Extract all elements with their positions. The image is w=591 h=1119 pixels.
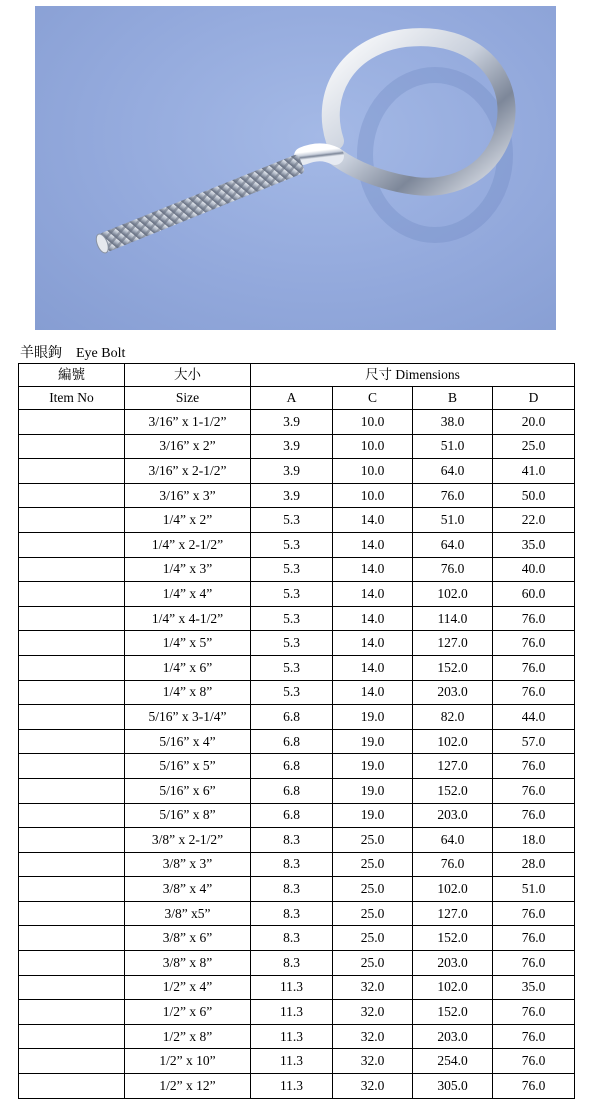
cell-b: 51.0 bbox=[413, 434, 493, 459]
header-b: B bbox=[413, 387, 493, 410]
cell-size: 1/2” x 6” bbox=[125, 1000, 251, 1025]
cell-d: 57.0 bbox=[493, 729, 575, 754]
cell-d: 20.0 bbox=[493, 410, 575, 435]
cell-b: 203.0 bbox=[413, 1024, 493, 1049]
title-cn: 羊眼鉤 bbox=[20, 346, 62, 361]
table-row bbox=[19, 532, 575, 557]
cell-item bbox=[19, 680, 125, 705]
cell-d: 76.0 bbox=[493, 1024, 575, 1049]
cell-d: 76.0 bbox=[493, 631, 575, 656]
cell-item bbox=[19, 582, 125, 607]
cell-size: 1/4” x 4” bbox=[125, 582, 251, 607]
cell-item bbox=[19, 828, 125, 853]
cell-size: 1/4” x 2” bbox=[125, 508, 251, 533]
cell-c: 14.0 bbox=[333, 680, 413, 705]
cell-a: 3.9 bbox=[251, 459, 333, 484]
cell-c: 10.0 bbox=[333, 459, 413, 484]
cell-d: 28.0 bbox=[493, 852, 575, 877]
cell-c: 19.0 bbox=[333, 729, 413, 754]
cell-item bbox=[19, 754, 125, 779]
cell-b: 152.0 bbox=[413, 1000, 493, 1025]
cell-size: 1/2” x 12” bbox=[125, 1074, 251, 1099]
cell-d: 76.0 bbox=[493, 926, 575, 951]
cell-a: 11.3 bbox=[251, 1049, 333, 1074]
eye-bolt-photo bbox=[35, 6, 556, 330]
cell-c: 19.0 bbox=[333, 754, 413, 779]
cell-item bbox=[19, 1049, 125, 1074]
cell-a: 5.3 bbox=[251, 508, 333, 533]
cell-d: 76.0 bbox=[493, 680, 575, 705]
cell-c: 25.0 bbox=[333, 877, 413, 902]
cell-b: 82.0 bbox=[413, 705, 493, 730]
table-row bbox=[19, 951, 575, 976]
cell-a: 3.9 bbox=[251, 483, 333, 508]
cell-b: 64.0 bbox=[413, 828, 493, 853]
cell-c: 14.0 bbox=[333, 655, 413, 680]
cell-item bbox=[19, 483, 125, 508]
cell-c: 19.0 bbox=[333, 803, 413, 828]
cell-d: 76.0 bbox=[493, 901, 575, 926]
cell-b: 38.0 bbox=[413, 410, 493, 435]
title-en: Eye Bolt bbox=[76, 346, 126, 361]
cell-size: 1/4” x 8” bbox=[125, 680, 251, 705]
dimensions-table bbox=[18, 363, 575, 1099]
cell-d: 22.0 bbox=[493, 508, 575, 533]
cell-a: 11.3 bbox=[251, 1074, 333, 1099]
cell-d: 50.0 bbox=[493, 483, 575, 508]
cell-a: 6.8 bbox=[251, 705, 333, 730]
cell-size: 5/16” x 6” bbox=[125, 778, 251, 803]
cell-item bbox=[19, 410, 125, 435]
cell-d: 76.0 bbox=[493, 655, 575, 680]
cell-d: 76.0 bbox=[493, 1049, 575, 1074]
cell-d: 41.0 bbox=[493, 459, 575, 484]
cell-c: 14.0 bbox=[333, 606, 413, 631]
cell-size: 3/16” x 2” bbox=[125, 434, 251, 459]
cell-c: 32.0 bbox=[333, 1049, 413, 1074]
cell-a: 6.8 bbox=[251, 803, 333, 828]
cell-b: 102.0 bbox=[413, 877, 493, 902]
cell-a: 6.8 bbox=[251, 778, 333, 803]
cell-item bbox=[19, 557, 125, 582]
table-row bbox=[19, 705, 575, 730]
cell-c: 14.0 bbox=[333, 532, 413, 557]
product-title bbox=[20, 342, 125, 362]
cell-size: 1/4” x 5” bbox=[125, 631, 251, 656]
table-row bbox=[19, 729, 575, 754]
cell-size: 3/8” x 2-1/2” bbox=[125, 828, 251, 853]
cell-item bbox=[19, 778, 125, 803]
cell-a: 8.3 bbox=[251, 877, 333, 902]
cell-d: 35.0 bbox=[493, 975, 575, 1000]
cell-b: 102.0 bbox=[413, 582, 493, 607]
cell-d: 76.0 bbox=[493, 778, 575, 803]
cell-c: 14.0 bbox=[333, 557, 413, 582]
cell-size: 5/16” x 5” bbox=[125, 754, 251, 779]
cell-size: 1/4” x 3” bbox=[125, 557, 251, 582]
cell-c: 14.0 bbox=[333, 631, 413, 656]
cell-item bbox=[19, 877, 125, 902]
cell-c: 25.0 bbox=[333, 926, 413, 951]
header-dimensions: 尺寸 Dimensions bbox=[251, 364, 575, 387]
cell-b: 127.0 bbox=[413, 754, 493, 779]
cell-item bbox=[19, 729, 125, 754]
cell-a: 11.3 bbox=[251, 975, 333, 1000]
header-size-en: Size bbox=[125, 387, 251, 410]
cell-size: 1/4” x 2-1/2” bbox=[125, 532, 251, 557]
cell-size: 1/2” x 10” bbox=[125, 1049, 251, 1074]
table-row bbox=[19, 459, 575, 484]
cell-item bbox=[19, 655, 125, 680]
cell-a: 11.3 bbox=[251, 1000, 333, 1025]
cell-size: 3/8” x5” bbox=[125, 901, 251, 926]
cell-size: 1/2” x 4” bbox=[125, 975, 251, 1000]
cell-a: 8.3 bbox=[251, 951, 333, 976]
cell-item bbox=[19, 1074, 125, 1099]
cell-item bbox=[19, 434, 125, 459]
cell-size: 1/4” x 4-1/2” bbox=[125, 606, 251, 631]
table-row bbox=[19, 508, 575, 533]
cell-b: 114.0 bbox=[413, 606, 493, 631]
cell-size: 3/16” x 2-1/2” bbox=[125, 459, 251, 484]
header-item-en: Item No bbox=[19, 387, 125, 410]
cell-b: 127.0 bbox=[413, 901, 493, 926]
cell-d: 18.0 bbox=[493, 828, 575, 853]
cell-d: 44.0 bbox=[493, 705, 575, 730]
cell-size: 5/16” x 8” bbox=[125, 803, 251, 828]
cell-a: 6.8 bbox=[251, 754, 333, 779]
cell-d: 76.0 bbox=[493, 606, 575, 631]
cell-b: 203.0 bbox=[413, 951, 493, 976]
cell-b: 64.0 bbox=[413, 459, 493, 484]
table-body bbox=[19, 410, 575, 1099]
table-row bbox=[19, 631, 575, 656]
cell-c: 14.0 bbox=[333, 508, 413, 533]
cell-c: 10.0 bbox=[333, 483, 413, 508]
cell-a: 5.3 bbox=[251, 606, 333, 631]
cell-a: 8.3 bbox=[251, 852, 333, 877]
cell-b: 254.0 bbox=[413, 1049, 493, 1074]
cell-a: 5.3 bbox=[251, 631, 333, 656]
header-a: A bbox=[251, 387, 333, 410]
cell-size: 5/16” x 4” bbox=[125, 729, 251, 754]
table-row bbox=[19, 1049, 575, 1074]
cell-d: 25.0 bbox=[493, 434, 575, 459]
cell-c: 32.0 bbox=[333, 1074, 413, 1099]
cell-d: 76.0 bbox=[493, 754, 575, 779]
table-row bbox=[19, 778, 575, 803]
table-row bbox=[19, 582, 575, 607]
cell-size: 3/8” x 4” bbox=[125, 877, 251, 902]
cell-size: 3/8” x 8” bbox=[125, 951, 251, 976]
table-row bbox=[19, 852, 575, 877]
cell-c: 25.0 bbox=[333, 828, 413, 853]
table-row bbox=[19, 926, 575, 951]
cell-size: 3/8” x 3” bbox=[125, 852, 251, 877]
cell-d: 76.0 bbox=[493, 951, 575, 976]
header-size-cn: 大小 bbox=[125, 364, 251, 387]
table-row bbox=[19, 1074, 575, 1099]
cell-b: 152.0 bbox=[413, 655, 493, 680]
cell-item bbox=[19, 852, 125, 877]
cell-item bbox=[19, 532, 125, 557]
cell-b: 64.0 bbox=[413, 532, 493, 557]
header-d: D bbox=[493, 387, 575, 410]
cell-c: 14.0 bbox=[333, 582, 413, 607]
cell-a: 6.8 bbox=[251, 729, 333, 754]
cell-c: 25.0 bbox=[333, 852, 413, 877]
cell-c: 10.0 bbox=[333, 410, 413, 435]
cell-d: 40.0 bbox=[493, 557, 575, 582]
cell-b: 152.0 bbox=[413, 778, 493, 803]
cell-item bbox=[19, 705, 125, 730]
table-row bbox=[19, 803, 575, 828]
cell-a: 5.3 bbox=[251, 557, 333, 582]
cell-b: 152.0 bbox=[413, 926, 493, 951]
cell-c: 32.0 bbox=[333, 1000, 413, 1025]
cell-item bbox=[19, 975, 125, 1000]
cell-d: 76.0 bbox=[493, 1000, 575, 1025]
cell-a: 8.3 bbox=[251, 828, 333, 853]
cell-item bbox=[19, 926, 125, 951]
eye-bolt-illustration bbox=[35, 6, 556, 330]
cell-a: 8.3 bbox=[251, 901, 333, 926]
cell-size: 1/4” x 6” bbox=[125, 655, 251, 680]
cell-item bbox=[19, 803, 125, 828]
cell-a: 11.3 bbox=[251, 1024, 333, 1049]
cell-size: 3/8” x 6” bbox=[125, 926, 251, 951]
cell-b: 51.0 bbox=[413, 508, 493, 533]
cell-a: 5.3 bbox=[251, 582, 333, 607]
cell-d: 51.0 bbox=[493, 877, 575, 902]
cell-c: 25.0 bbox=[333, 901, 413, 926]
cell-c: 19.0 bbox=[333, 778, 413, 803]
cell-b: 203.0 bbox=[413, 803, 493, 828]
cell-size: 3/16” x 1-1/2” bbox=[125, 410, 251, 435]
table-row bbox=[19, 410, 575, 435]
cell-item bbox=[19, 1024, 125, 1049]
cell-c: 10.0 bbox=[333, 434, 413, 459]
header-c: C bbox=[333, 387, 413, 410]
cell-a: 8.3 bbox=[251, 926, 333, 951]
cell-c: 19.0 bbox=[333, 705, 413, 730]
cell-a: 3.9 bbox=[251, 434, 333, 459]
table-row bbox=[19, 975, 575, 1000]
cell-a: 3.9 bbox=[251, 410, 333, 435]
cell-d: 76.0 bbox=[493, 1074, 575, 1099]
cell-item bbox=[19, 951, 125, 976]
table-row bbox=[19, 1024, 575, 1049]
table-row bbox=[19, 901, 575, 926]
cell-b: 76.0 bbox=[413, 852, 493, 877]
table-row bbox=[19, 483, 575, 508]
cell-item bbox=[19, 631, 125, 656]
cell-b: 76.0 bbox=[413, 483, 493, 508]
cell-d: 35.0 bbox=[493, 532, 575, 557]
table-row bbox=[19, 1000, 575, 1025]
cell-a: 5.3 bbox=[251, 655, 333, 680]
cell-b: 305.0 bbox=[413, 1074, 493, 1099]
cell-item bbox=[19, 459, 125, 484]
cell-size: 1/2” x 8” bbox=[125, 1024, 251, 1049]
table-row bbox=[19, 655, 575, 680]
cell-c: 32.0 bbox=[333, 975, 413, 1000]
cell-b: 203.0 bbox=[413, 680, 493, 705]
cell-size: 3/16” x 3” bbox=[125, 483, 251, 508]
cell-a: 5.3 bbox=[251, 532, 333, 557]
cell-item bbox=[19, 508, 125, 533]
cell-d: 60.0 bbox=[493, 582, 575, 607]
header-item-cn: 編號 bbox=[19, 364, 125, 387]
cell-b: 102.0 bbox=[413, 975, 493, 1000]
cell-a: 5.3 bbox=[251, 680, 333, 705]
cell-d: 76.0 bbox=[493, 803, 575, 828]
cell-size: 5/16” x 3-1/4” bbox=[125, 705, 251, 730]
table-row bbox=[19, 828, 575, 853]
table-row bbox=[19, 434, 575, 459]
table-row bbox=[19, 877, 575, 902]
cell-item bbox=[19, 901, 125, 926]
table-row bbox=[19, 754, 575, 779]
table-header bbox=[19, 364, 575, 410]
table-row bbox=[19, 557, 575, 582]
cell-b: 127.0 bbox=[413, 631, 493, 656]
table-row bbox=[19, 606, 575, 631]
cell-b: 102.0 bbox=[413, 729, 493, 754]
cell-b: 76.0 bbox=[413, 557, 493, 582]
cell-c: 32.0 bbox=[333, 1024, 413, 1049]
table-row bbox=[19, 680, 575, 705]
cell-item bbox=[19, 1000, 125, 1025]
cell-item bbox=[19, 606, 125, 631]
cell-c: 25.0 bbox=[333, 951, 413, 976]
